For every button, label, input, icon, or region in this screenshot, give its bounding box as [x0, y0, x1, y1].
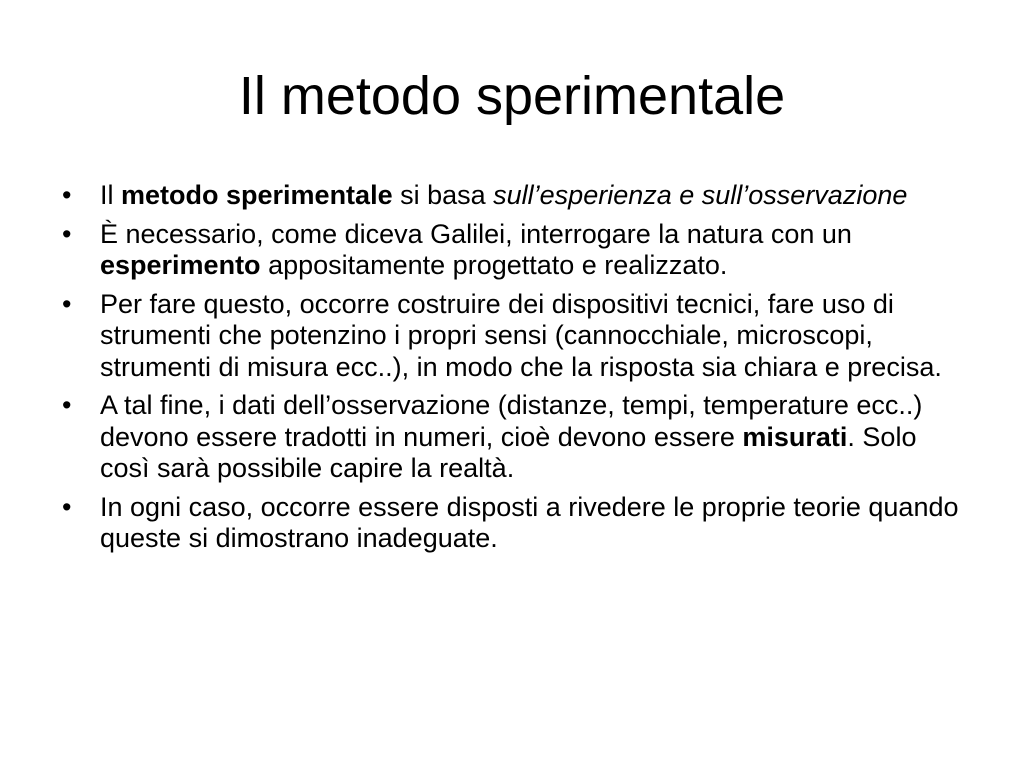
bullet-text-segment: sull’esperienza e sull’osservazione — [493, 180, 908, 210]
bullet-item — [62, 390, 962, 485]
bullet-text-segment: metodo sperimentale — [121, 180, 393, 210]
bullet-item — [62, 492, 962, 555]
bullet-text-segment: Per fare questo, occorre costruire dei dispositivi tecnici, fare uso di strumenti che potenzino i propri sensi (cannocchiale, microscopi, strumenti di misura ecc..), in modo che la risposta sia chiara e precisa. — [100, 288, 942, 382]
bullet-item — [62, 219, 962, 282]
bullet-text-segment: si basa — [392, 180, 494, 210]
bullet-marker: • — [62, 288, 72, 319]
bullet-text-segment: esperimento — [100, 250, 261, 280]
bullet-list — [62, 180, 962, 562]
bullet-marker: • — [62, 218, 72, 249]
bullet-item — [62, 180, 962, 212]
slide-title: Il metodo sperimentale — [238, 66, 786, 126]
bullet-text-segment: È necessario, come diceva Galilei, interrogare la natura con un — [100, 218, 852, 249]
bullet-marker: • — [62, 180, 72, 210]
bullet-marker: • — [62, 491, 72, 522]
bullet-text-segment: . Solo così sarà possibile capire la realtà. — [100, 421, 917, 483]
bullet-text-segment: Il — [100, 180, 122, 210]
bullet-text-segment: appositamente progettato e realizzato. — [260, 250, 728, 280]
bullet-text-segment: A tal fine, i dati dell’osservazione (distanze, tempi, temperature ecc..) devono essere tradotti in numeri, cioè devono essere — [100, 390, 923, 452]
bullet-marker: • — [62, 390, 72, 420]
bullet-text-segment: misurati — [742, 421, 848, 452]
bullet-text-segment: In ogni caso, occorre essere disposti a rivedere le proprie teorie quando queste si dimostrano inadeguate. — [100, 491, 959, 553]
bullet-item — [62, 289, 962, 384]
